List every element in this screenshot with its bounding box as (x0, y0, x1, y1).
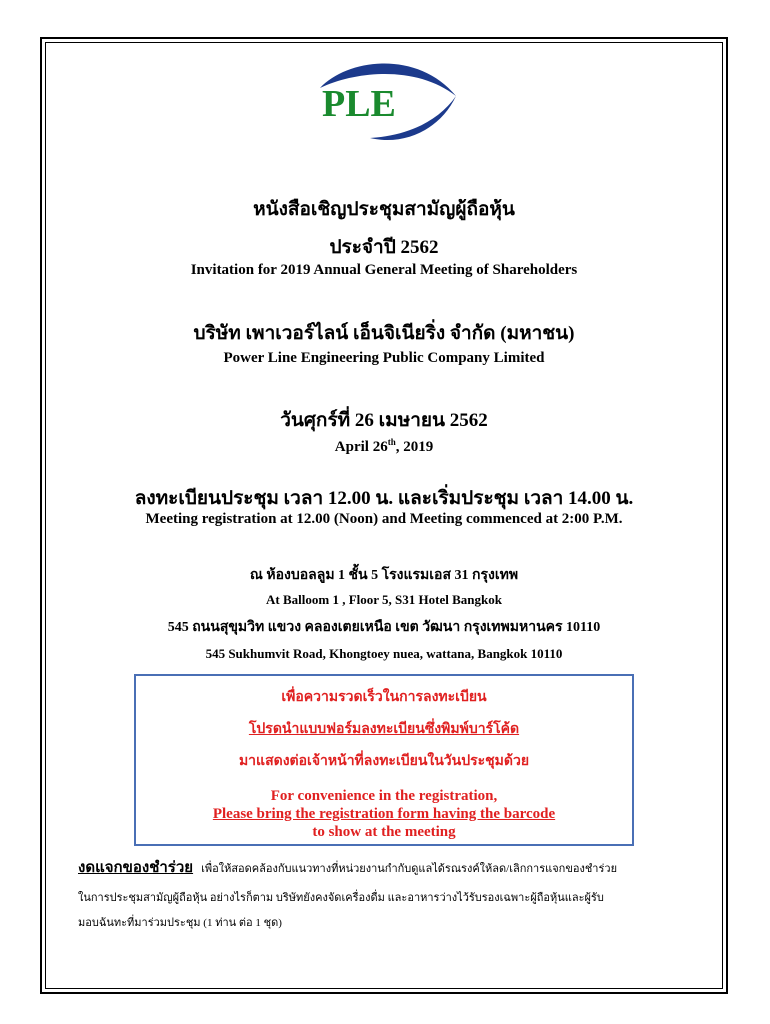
notice-thai-line-3: มาแสดงต่อเจ้าหน้าที่ลงทะเบียนในวันประชุมด้วย (238, 754, 530, 769)
logo-text: PLE (322, 83, 396, 125)
meeting-time-thai: ลงทะเบียนประชุม เวลา 12.00 น. และเริ่มประชุม เวลา 14.00 น. (134, 488, 634, 509)
venue-english: At Balloom 1 , Floor 5, S31 Hotel Bangkok (266, 592, 502, 607)
gift-notice-line-1: งดแจกของชำร่วย เพื่อให้สอดคล้องกับแนวทางที่หน่วยงานกำกับดูแลได้รณรงค์ให้ลด/เลิกการแจกของชำร่วย (78, 860, 618, 876)
meeting-date-english: April 26th, 2019 (334, 437, 434, 455)
gift-notice-line-2: ในการประชุมสามัญผู้ถือหุ้น อย่างไรก็ตาม บริษัทยังคงจัดเครื่องดื่ม และอาหารว่างไว้รับรองเฉพาะผู้ถือหุ้นและผู้รับ (78, 892, 604, 904)
meeting-time-english: Meeting registration at 12.00 (Noon) and Meeting commenced at 2:00 P.M. (145, 511, 623, 527)
address-thai: 545 ถนนสุขุมวิท แขวง คลองเตยเหนือ เขต วัฒนา กรุงเทพมหานคร 10110 (167, 620, 601, 635)
company-name-english: Power Line Engineering Public Company Limited (223, 350, 545, 366)
title-english: Invitation for 2019 Annual General Meeting of Shareholders (190, 262, 578, 278)
title-thai: หนังสือเชิญประชุมสามัญผู้ถือหุ้น (253, 199, 515, 220)
year-thai: ประจำปี 2562 (329, 237, 439, 258)
registration-notice-box (134, 674, 634, 846)
venue-thai: ณ ห้องบอลลูม 1 ชั้น 5 โรงแรมเอส 31 กรุงเทพ (249, 568, 519, 583)
company-logo (308, 56, 458, 146)
notice-english-line-3: to show at the meeting (312, 824, 456, 840)
notice-english-line-1: For convenience in the registration, (270, 788, 498, 804)
notice-english-line-2: Please bring the registration form having the barcode (212, 806, 556, 822)
notice-thai-line-2: โปรดนำแบบฟอร์มลงทะเบียนซึ่งพิมพ์บาร์โค้ด (248, 722, 520, 737)
notice-thai-line-1: เพื่อความรวดเร็วในการลงทะเบียน (281, 690, 487, 705)
address-english: 545 Sukhumvit Road, Khongtoey nuea, wattana, Bangkok 10110 (205, 646, 563, 661)
gift-notice-title: งดแจกของชำร่วย (78, 860, 194, 876)
meeting-date-thai: วันศุกร์ที่ 26 เมษายน 2562 (280, 410, 488, 431)
company-name-thai: บริษัท เพาเวอร์ไลน์ เอ็นจิเนียริ่ง จำกัด (มหาชน) (193, 323, 575, 344)
gift-notice-line-3: มอบฉันทะที่มาร่วมประชุม (1 ท่าน ต่อ 1 ชุด) (78, 917, 282, 929)
